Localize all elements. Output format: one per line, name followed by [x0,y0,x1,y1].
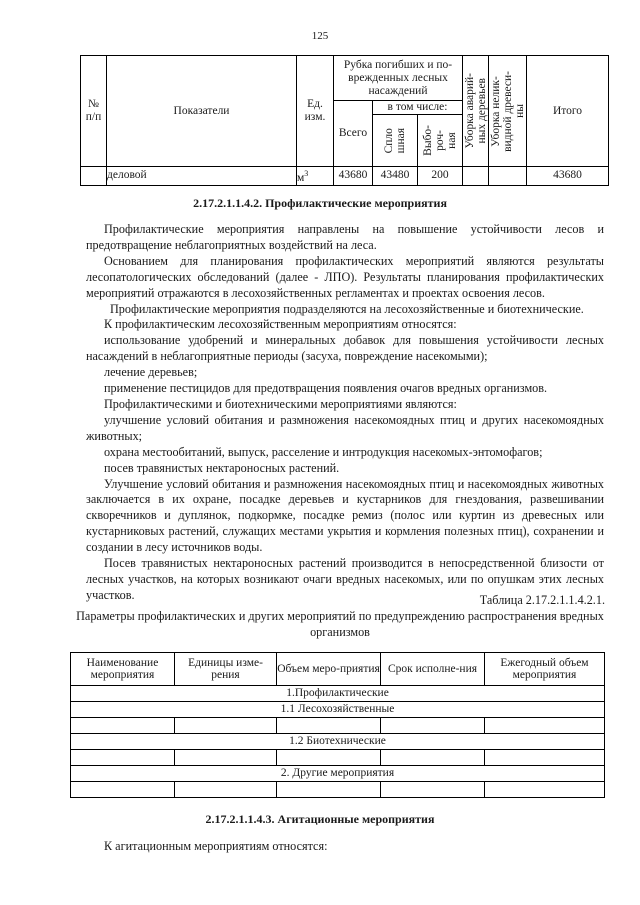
table-cell [485,750,605,766]
table-row [71,702,605,718]
paragraph: Профилактические мероприятия подразделяются на лесохозяйственные и биотехнические. [110,301,584,316]
row-group-label: 1.1 Лесохозяйственные [71,702,605,718]
section-heading-preventive: 2.17.2.1.1.4.2. Профилактические мероприятия [193,196,447,210]
table-cell [71,750,175,766]
table-title: Параметры профилактических и других мероприятий по предупреждению распространения вредных организмов [76,609,604,639]
paragraph: К агитационным мероприятиям относятся: [104,839,328,853]
paragraph: улучшение условий обитания и размножения насекомоядных птиц и других насекомоядных животных; [86,412,604,443]
cell-illiquid [489,167,527,186]
table-row [81,167,609,186]
col-indicators-header: Показатели [107,56,297,167]
table-cell [485,782,605,798]
table-cell [175,718,277,734]
header-deadline: Срок исполне-ния [381,653,485,686]
page-number: 125 [311,30,329,42]
paragraph: применение пестицидов для предотвращения появления очагов вредных организмов. [104,381,548,396]
table-cell [277,750,381,766]
table-row [71,734,605,750]
row-group-label: 1.2 Биотехнические [71,734,605,750]
preventive-measures-table [70,652,605,798]
preventive-body-text [86,222,604,604]
paragraph: охрана местообитаний, выпуск, расселение и интродукция насекомых-энтомофагов; [104,444,543,459]
table-row [71,686,605,702]
table-cell [175,782,277,798]
col-illiquid-header: Уборка нелик- видной древеси- ны [489,56,527,167]
col-unit-header: Ед. изм. [297,56,334,167]
cell-emergency [463,167,489,186]
table-cell [175,750,277,766]
table-row [71,718,605,734]
cell-number [81,167,107,186]
paragraph: Улучшение условий обитания и размножения насекомоядных птиц и насекомоядных животных заключается в их охране, посадке деревьев и кустарников для гнездования, развешивании скворечников и дуплянок, подкормке, посадке ремиз (полос или куртин из древесных или кустарниковых растений, служащих местами укрытия и кормления полезных птиц), сохранении и создании в лесу источников воды. [86,476,604,555]
cell-clearcut: 43480 [373,167,418,186]
table-cell [71,782,175,798]
header-annual-volume: Ежегодный объем мероприятия [485,653,605,686]
col-result-header: Итого [527,56,609,167]
felling-group-header: Рубка погибших и по- врежденных лесных насаждений [334,56,463,101]
table-cell [277,718,381,734]
in-that-header: в том числе: [373,101,463,115]
paragraph: Профилактические мероприятия направлены на повышение устойчивости лесов и предотвращение неблагоприятных воздействий на леса. [86,222,604,252]
felling-volume-table [80,55,609,186]
table-cell [71,718,175,734]
col-emergency-header: Уборка аварий- ных деревьев [463,56,489,167]
table-cell [277,782,381,798]
col-number-header: № п/п [81,56,107,167]
cell-total: 43680 [334,167,373,186]
cell-selective: 200 [418,167,463,186]
paragraph: Основанием для планирования профилактических мероприятий являются результаты лесопатологических обследований (далее - ЛПО). Результаты планирования профилактических мероприятий отражаются в лесохозяйственных регламентах и проектах освоения лесов. [86,253,604,300]
col-clearcut-header: Сплo шная [373,115,418,167]
header-units: Единицы изме-рения [175,653,277,686]
paragraph: лечение деревьев; [104,365,198,380]
header-volume: Объем меро-приятия [277,653,381,686]
table-cell [381,782,485,798]
row-group-label: 2. Другие мероприятия [71,766,605,782]
row-group-label: 1.Профилактические [71,686,605,702]
table-caption: Таблица 2.17.2.1.1.4.2.1. [479,593,605,607]
table-row [71,750,605,766]
table-header-row [71,653,605,686]
paragraph: использование удобрений и минеральных добавок для повышения устойчивости лесных насаждений в неблагоприятные периоды (засуха, повреждение насекомыми); [86,333,604,364]
paragraph: Профилактическими и биотехническими мероприятиями являются: [104,396,457,411]
col-total-header: Всего [334,101,373,167]
col-selective-header: Выбо- роч- ная [418,115,463,167]
header-measure-name: Наименование мероприятия [71,653,175,686]
table-cell [381,718,485,734]
cell-unit: $м^3$ [297,167,334,186]
section-heading-campaign: 2.17.2.1.1.4.3. Агитационные мероприятия [205,812,435,826]
paragraph: посев травянистых нектароносных растений. [104,460,340,475]
table-row [71,782,605,798]
cell-name: деловой [107,167,297,186]
table-row [71,766,605,782]
table-cell [485,718,605,734]
cell-result: 43680 [527,167,609,186]
paragraph: К профилактическим лесохозяйственным мероприятиям относятся: [104,317,457,332]
table-cell [381,750,485,766]
paragraph: Посев травянистых нектароносных растений производится в непосредственной близости от лесных участков, на которых возникают очаги вредных насекомых, или по опушкам этих лесных участков. [86,556,604,602]
